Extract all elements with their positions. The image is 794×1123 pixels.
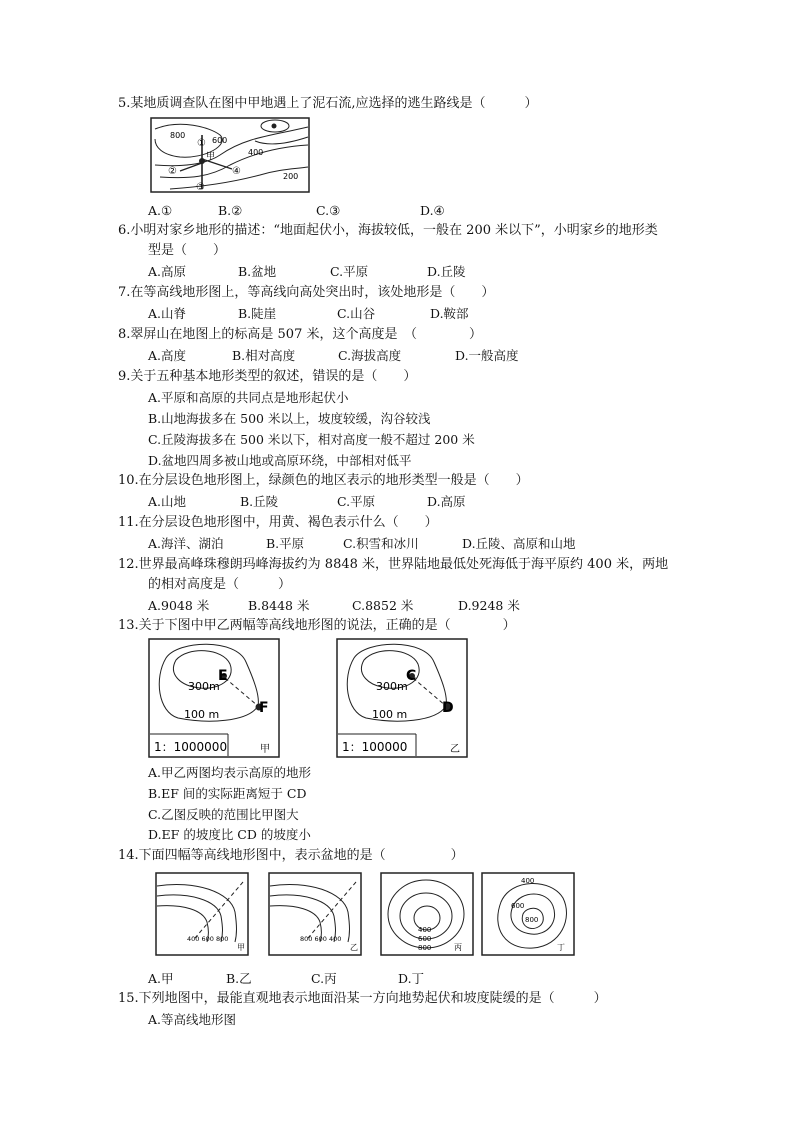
q14-bing-600: 600: [418, 935, 432, 943]
q5-label-200: 200: [283, 172, 299, 181]
question-7-stem: 7.在等高线地形图上，等高线向高处突出时，该处地形是（ ）: [118, 285, 495, 300]
q13-yi-100: 100 m: [372, 708, 408, 721]
question-12-stem-cont: 的相对高度是（ ）: [148, 577, 292, 592]
q10-option-a[interactable]: A.山地: [148, 494, 187, 509]
q8-option-b[interactable]: B.相对高度: [232, 348, 296, 363]
question-8-stem: 8.翠屏山在地图上的标高是 507 米，这个高度是 （ ）: [118, 327, 482, 342]
question-12-stem: 12.世界最高峰珠穆朗玛峰海拔约为 8848 米，世界陆地最低处死海低于海平原约 400 米，两地: [118, 557, 669, 572]
q5-route-1: ①: [197, 138, 206, 149]
q8-option-d[interactable]: D.一般高度: [455, 348, 519, 363]
q13-map-yi: [336, 638, 468, 762]
q10-option-c[interactable]: C.平原: [337, 494, 376, 509]
q14-map-bing: [380, 872, 474, 960]
q5-option-a[interactable]: A.①: [148, 203, 173, 218]
q14-ding-name: 丁: [557, 943, 565, 952]
q5-route-2: ②: [168, 166, 177, 177]
q6-option-a[interactable]: A.高原: [148, 264, 187, 279]
q5-label-600: 600: [212, 136, 228, 145]
q9-option-a[interactable]: A.平原和高原的共同点是地形起伏小: [148, 390, 349, 405]
q5-label-jia: 甲: [206, 152, 216, 162]
q11-option-c[interactable]: C.积雪和冰川: [343, 536, 419, 551]
q5-route-3: ③: [196, 182, 205, 193]
q13-point-d: D: [442, 700, 454, 716]
q13-option-b[interactable]: B.EF 间的实际距离短于 CD: [148, 786, 307, 801]
q14-option-b[interactable]: B.乙: [226, 971, 252, 986]
q11-option-d[interactable]: D.丘陵、高原和山地: [462, 536, 576, 551]
q5-label-400: 400: [248, 148, 264, 157]
q14-yi-name: 乙: [350, 943, 358, 952]
q13-point-e: E: [218, 668, 228, 684]
question-15-stem: 15.下列地图中，最能直观地表示地面沿某一方向地势起伏和坡度陡缓的是（ ）: [118, 991, 607, 1006]
q8-option-c[interactable]: C.海拔高度: [338, 348, 402, 363]
q14-option-a[interactable]: A.甲: [148, 971, 174, 986]
q7-option-c[interactable]: C.山谷: [337, 306, 376, 321]
q7-option-b[interactable]: B.陡崖: [238, 306, 277, 321]
q13-option-a[interactable]: A.甲乙两图均表示高原的地形: [148, 765, 312, 780]
q13-jia-100: 100 m: [184, 708, 220, 721]
q11-option-a[interactable]: A.海洋、湖泊: [148, 536, 224, 551]
question-5-stem: 5.某地质调查队在图中甲地遇上了泥石流,应选择的逃生路线是（ ）: [118, 96, 538, 111]
q15-option-a[interactable]: A.等高线地形图: [148, 1012, 237, 1027]
q13-yi-300: 300m: [376, 680, 408, 693]
question-14-stem: 14.下面四幅等高线地形图中，表示盆地的是（ ）: [118, 848, 464, 863]
q13-yi-name: 乙: [450, 744, 460, 755]
q14-map-jia: [155, 872, 249, 960]
q13-map-jia: [148, 638, 280, 762]
q13-jia-scale: 1：1000000: [154, 740, 228, 754]
q5-option-d[interactable]: D.④: [420, 203, 445, 218]
q14-jia-labels: 400 600 800: [187, 935, 229, 943]
q7-option-d[interactable]: D.鞍部: [430, 306, 469, 321]
q6-option-d[interactable]: D.丘陵: [427, 264, 466, 279]
q14-bing-name: 丙: [454, 943, 462, 952]
q14-option-c[interactable]: C.丙: [311, 971, 337, 986]
q12-option-b[interactable]: B.8448 米: [248, 598, 310, 613]
q14-map-ding: [481, 872, 575, 960]
question-10-stem: 10.在分层设色地形图上，绿颜色的地区表示的地形类型一般是（ ）: [118, 473, 529, 488]
q12-option-c[interactable]: C.8852 米: [352, 598, 414, 613]
q14-bing-400: 400: [418, 926, 432, 934]
q13-point-c: C: [406, 668, 417, 684]
q7-option-a[interactable]: A.山脊: [148, 306, 187, 321]
q14-option-d[interactable]: D.丁: [398, 971, 425, 986]
q13-jia-300: 300m: [188, 680, 220, 693]
q13-option-c[interactable]: C.乙图反映的范围比甲图大: [148, 807, 299, 822]
q10-option-b[interactable]: B.丘陵: [240, 494, 279, 509]
q14-map-yi: [268, 872, 362, 960]
q14-bing-800: 800: [418, 944, 432, 952]
q12-option-d[interactable]: D.9248 米: [458, 598, 520, 613]
q5-option-b[interactable]: B.②: [218, 203, 243, 218]
q14-ding-400: 400: [521, 877, 535, 885]
q14-jia-name: 甲: [237, 943, 245, 952]
q11-option-b[interactable]: B.平原: [266, 536, 305, 551]
q5-label-800: 800: [170, 131, 186, 140]
q9-option-b[interactable]: B.山地海拔多在 500 米以上，坡度较缓，沟谷较浅: [148, 411, 431, 426]
q5-contour-map: [150, 117, 310, 197]
q13-jia-name: 甲: [260, 744, 270, 755]
q6-option-c[interactable]: C.平原: [330, 264, 369, 279]
q12-option-a[interactable]: A.9048 米: [148, 598, 210, 613]
q13-yi-scale: 1：100000: [342, 740, 408, 754]
question-6-stem: 6.小明对家乡地形的描述：“地面起伏小，海拔较低，一般在 200 米以下”，小明家乡的地形类: [118, 223, 658, 238]
q13-option-d[interactable]: D.EF 的坡度比 CD 的坡度小: [148, 827, 311, 842]
question-6-stem-cont: 型是（ ）: [148, 243, 227, 258]
q14-ding-600: 600: [511, 902, 525, 910]
q13-point-f: F: [259, 700, 269, 716]
q14-yi-labels: 800 600 400: [300, 935, 342, 943]
q9-option-c[interactable]: C.丘陵海拔多在 500 米以下，相对高度一般不超过 200 米: [148, 432, 475, 447]
q5-route-4: ④: [232, 166, 241, 177]
question-13-stem: 13.关于下图中甲乙两幅等高线地形图的说法，正确的是（ ）: [118, 618, 516, 633]
q6-option-b[interactable]: B.盆地: [238, 264, 277, 279]
q8-option-a[interactable]: A.高度: [148, 348, 187, 363]
question-9-stem: 9.关于五种基本地形类型的叙述，错误的是（ ）: [118, 369, 417, 384]
question-11-stem: 11.在分层设色地形图中，用黄、褐色表示什么（ ）: [118, 515, 438, 530]
q10-option-d[interactable]: D.高原: [427, 494, 466, 509]
q9-option-d[interactable]: D.盆地四周多被山地或高原环绕，中部相对低平: [148, 453, 412, 468]
q14-ding-800: 800: [525, 916, 539, 924]
q5-option-c[interactable]: C.③: [316, 203, 341, 218]
